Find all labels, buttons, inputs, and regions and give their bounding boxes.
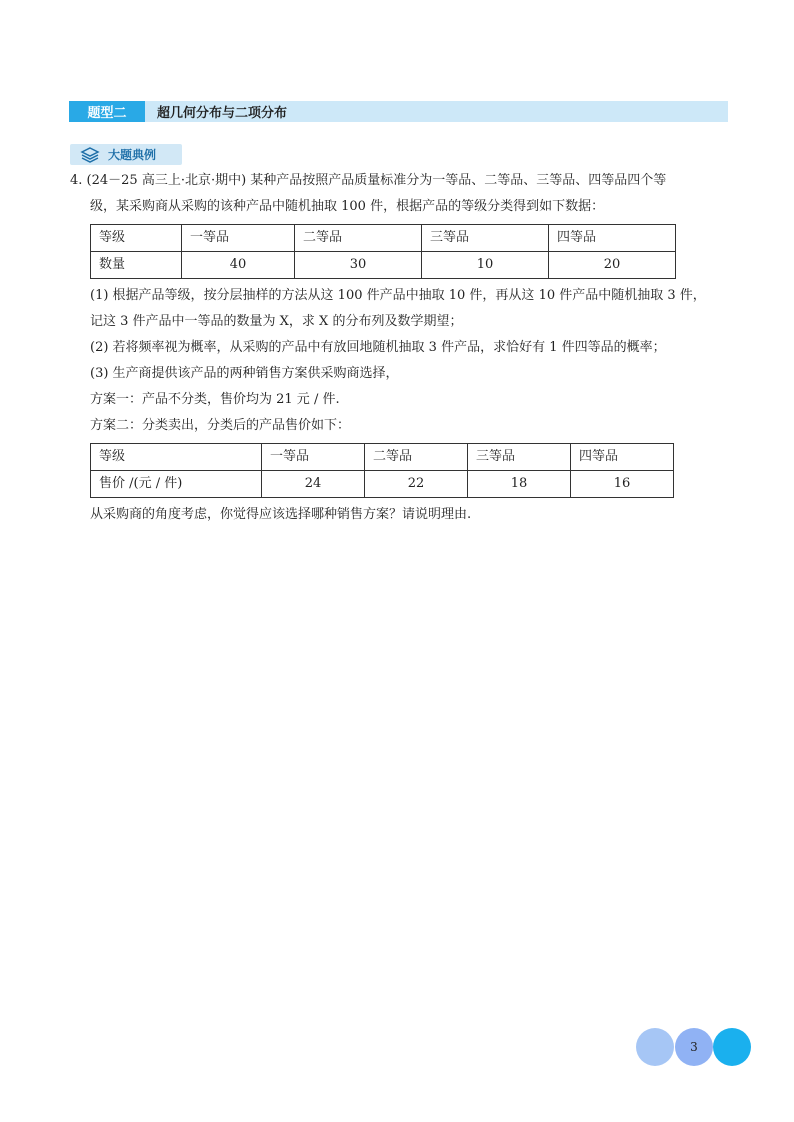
question-2: (2) 若将频率视为概率，从采购的产品中有放回地随机抽取 3 件产品，求恰好有 1 件四等品的概率； xyxy=(90,340,666,355)
table-cell: 10 xyxy=(422,252,549,279)
example-label: 大题典例 xyxy=(108,148,157,162)
table-cell: 22 xyxy=(365,471,468,498)
price-table xyxy=(90,443,674,498)
table-cell: 三等品 xyxy=(468,444,571,471)
table-cell: 二等品 xyxy=(365,444,468,471)
table-cell: 40 xyxy=(182,252,295,279)
table-cell: 数量 xyxy=(91,252,182,279)
page-number: 3 xyxy=(675,1028,713,1066)
table-cell: 三等品 xyxy=(422,225,549,252)
section-header xyxy=(69,101,728,122)
problem-line-2: 级，某采购商从采购的该种产品中随机抽取 100 件，根据产品的等级分类得到如下数据： xyxy=(90,199,605,214)
table-cell: 一等品 xyxy=(182,225,295,252)
final-question: 从采购商的角度考虑，你觉得应该选择哪种销售方案？请说明理由. xyxy=(90,507,472,522)
table-cell: 30 xyxy=(295,252,422,279)
table-cell: 16 xyxy=(571,471,674,498)
table-cell: 一等品 xyxy=(262,444,365,471)
layers-icon xyxy=(80,146,100,164)
table-cell: 四等品 xyxy=(571,444,674,471)
table-row xyxy=(91,471,674,498)
table-row xyxy=(91,225,676,252)
example-tab xyxy=(70,144,182,165)
table-row xyxy=(91,444,674,471)
quantity-table xyxy=(90,224,676,279)
table-cell: 等级 xyxy=(91,225,182,252)
page-indicator xyxy=(636,1028,752,1066)
problem-content xyxy=(70,168,750,528)
table-cell: 24 xyxy=(262,471,365,498)
table-cell: 20 xyxy=(549,252,676,279)
plan-1: 方案一：产品不分类，售价均为 21 元 / 件. xyxy=(90,392,340,407)
table-cell: 售价 /(元 / 件) xyxy=(91,471,262,498)
table-cell: 18 xyxy=(468,471,571,498)
plan-2: 方案二：分类卖出，分类后的产品售价如下： xyxy=(90,418,351,433)
table-cell: 四等品 xyxy=(549,225,676,252)
page-dot-decoration xyxy=(636,1028,674,1066)
table-cell: 等级 xyxy=(91,444,262,471)
section-tag: 题型二 xyxy=(69,101,145,122)
table-row xyxy=(91,252,676,279)
question-1-line-2: 记这 3 件产品中一等品的数量为 X，求 X 的分布列及数学期望； xyxy=(90,314,463,329)
question-1-line-1: (1) 根据产品等级，按分层抽样的方法从这 100 件产品中抽取 10 件，再从这 10 件产品中随机抽取 3 件， xyxy=(90,288,706,303)
problem-line-1: 4. (24－25 高三上·北京·期中) 某种产品按照产品质量标准分为一等品、二等品、三等品、四等品四个等 xyxy=(70,173,667,188)
page-dot-decoration xyxy=(713,1028,751,1066)
question-3: (3) 生产商提供该产品的两种销售方案供采购商选择， xyxy=(90,366,399,381)
section-title: 超几何分布与二项分布 xyxy=(157,106,288,121)
table-cell: 二等品 xyxy=(295,225,422,252)
